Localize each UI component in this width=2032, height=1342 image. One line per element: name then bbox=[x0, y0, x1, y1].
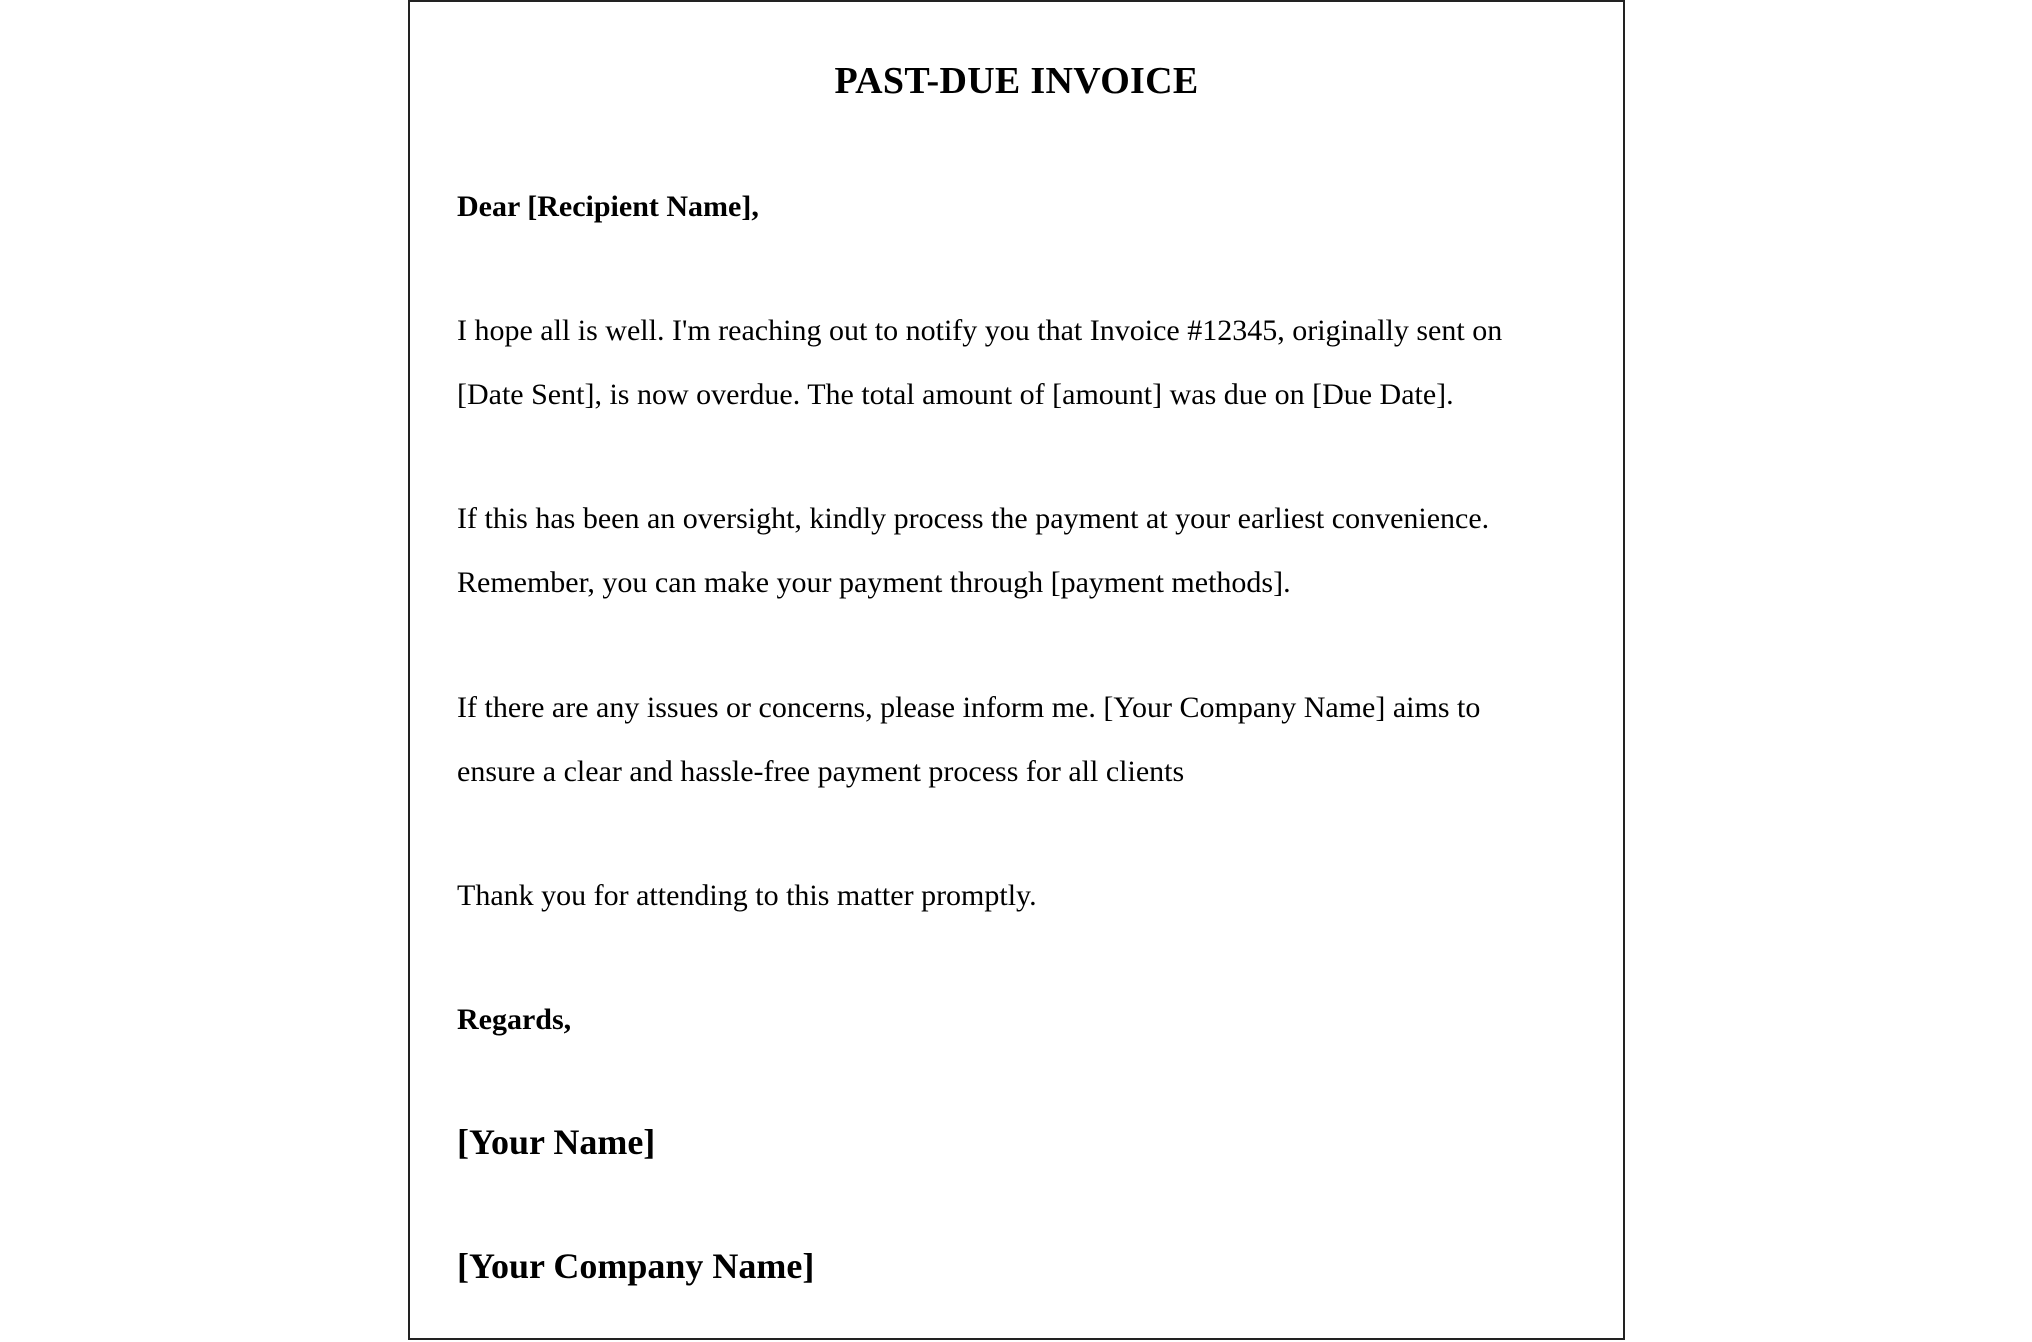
paragraph-3-line-2: ensure a clear and hassle-free payment process for all clients bbox=[457, 755, 1185, 788]
paragraph-2-line-1: If this has been an oversight, kindly process the payment at your earliest convenience. bbox=[457, 502, 1490, 535]
document-title: PAST-DUE INVOICE bbox=[834, 60, 1199, 102]
document-page bbox=[408, 0, 1625, 1340]
paragraph-1-line-1: I hope all is well. I'm reaching out to notify you that Invoice #12345, originally sent on bbox=[457, 314, 1503, 347]
closing: Regards, bbox=[457, 1003, 572, 1036]
signature-company: [Your Company Name] bbox=[457, 1246, 815, 1286]
paragraph-1-line-2: [Date Sent], is now overdue. The total amount of [amount] was due on [Due Date]. bbox=[457, 378, 1454, 411]
paragraph-2-line-2: Remember, you can make your payment through [payment methods]. bbox=[457, 566, 1291, 599]
paragraph-3-line-1: If there are any issues or concerns, please inform me. [Your Company Name] aims to bbox=[457, 691, 1481, 724]
salutation: Dear [Recipient Name], bbox=[457, 190, 759, 223]
paragraph-4-line-1: Thank you for attending to this matter promptly. bbox=[457, 879, 1037, 912]
signature-name: [Your Name] bbox=[457, 1122, 656, 1162]
